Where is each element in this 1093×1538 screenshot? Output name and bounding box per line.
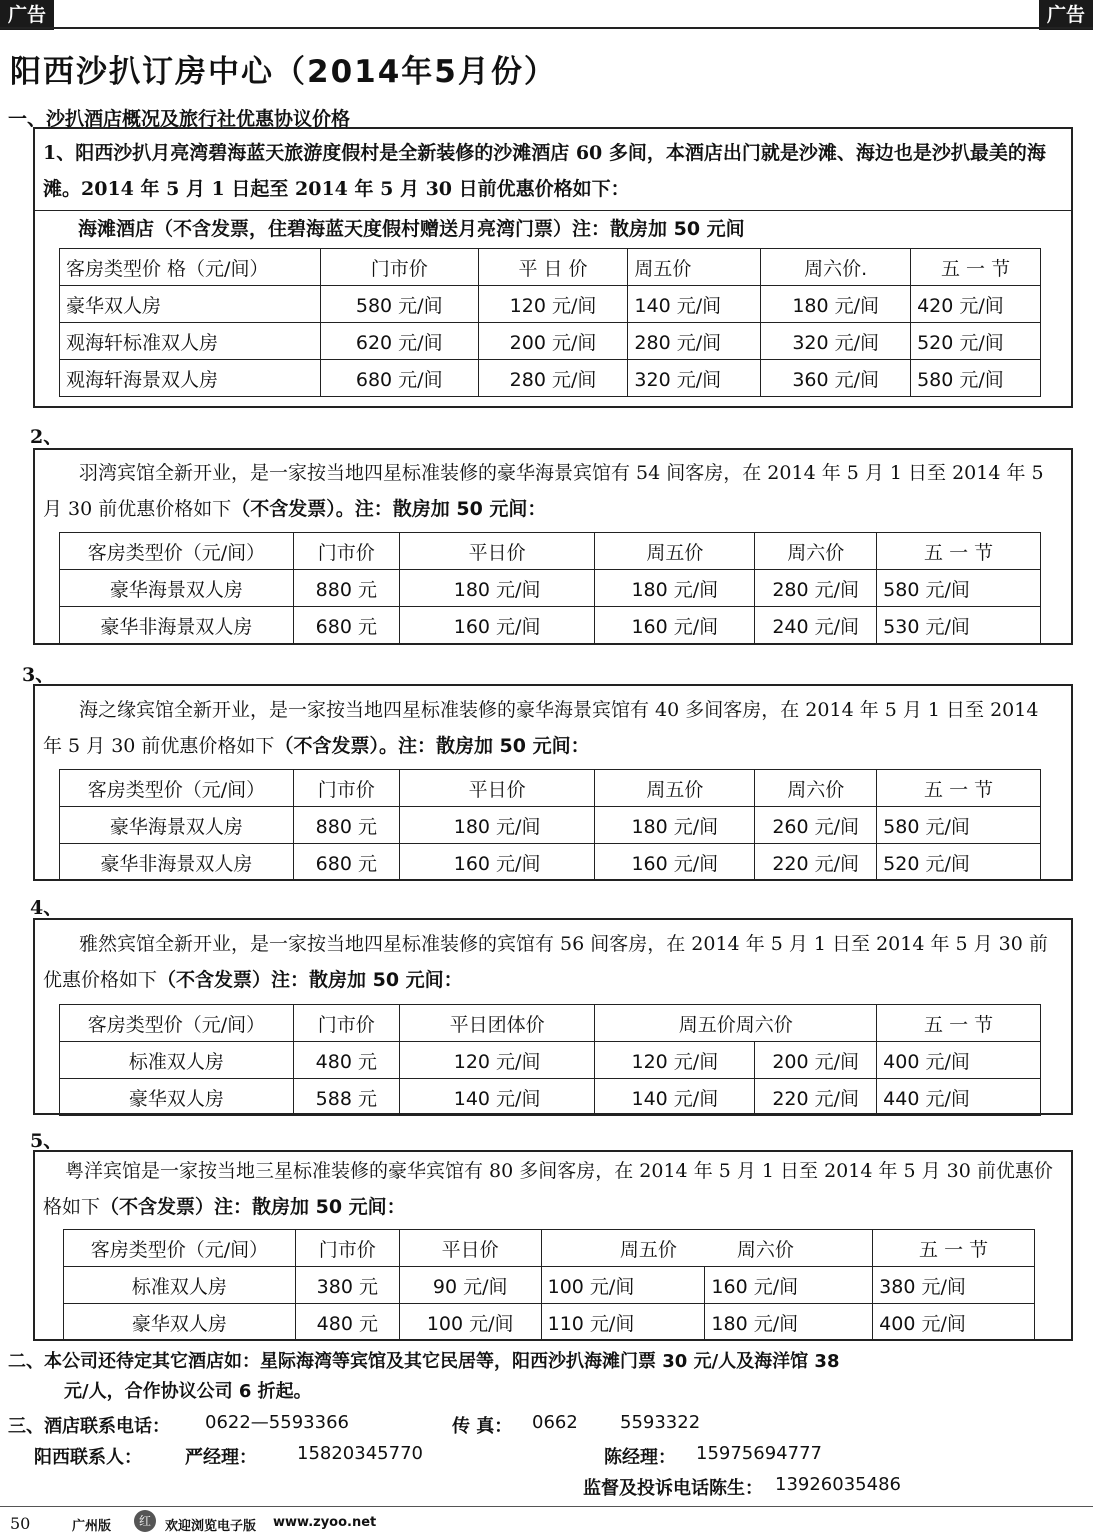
hotel-5-intro-text: 粤洋宾馆是一家按当地三星标准装修的豪华宾馆有 80 多间客房，在 2014 年 5 月 1 日至 2014 年 5 月 30 前优惠价格如下 — [43, 1160, 1053, 1218]
table-cell: 320 元/间 — [761, 323, 911, 360]
table-header-cell: 五 一 节 — [911, 249, 1041, 286]
fax-number: 5593322 — [620, 1412, 701, 1433]
table-cell: 观海轩海景双人房 — [60, 360, 321, 397]
table-row — [60, 607, 1041, 644]
hotel-4-intro — [43, 926, 1063, 998]
table-cell: 400 元/间 — [873, 1304, 1035, 1341]
table-header-cell: 周五价 — [595, 770, 755, 807]
hotel-phone-label: 三、酒店联系电话： — [8, 1416, 170, 1437]
hotel-1-subtitle: 海滩酒店（不含发票，住碧海蓝天度假村赠送月亮湾门票）注：散房加 50 元间 — [78, 218, 745, 240]
table-row — [60, 1042, 1041, 1079]
table-cell: 680 元/间 — [320, 360, 478, 397]
table-cell: 标准双人房 — [64, 1267, 296, 1304]
table-header-cell: 五 一 节 — [877, 770, 1041, 807]
table-cell: 680 元 — [293, 844, 399, 881]
section-2-line-2: 元/人，合作协议公司 6 折起。 — [64, 1381, 312, 1402]
complaint-label: 监督及投诉电话陈生： — [583, 1478, 763, 1499]
table-cell: 180 元/间 — [595, 570, 755, 607]
table-cell: 220 元/间 — [755, 844, 877, 881]
table-header-cell: 客房类型价（元/间） — [60, 1005, 294, 1042]
hotel-2-number: 2、 — [30, 426, 63, 448]
table-header-cell: 周六价. — [761, 249, 911, 286]
table-cell: 豪华双人房 — [60, 1079, 294, 1116]
manager-chen-label: 陈经理： — [604, 1447, 676, 1468]
hotel-3-number: 3、 — [22, 664, 55, 686]
table-cell: 180 元/间 — [399, 570, 595, 607]
table-header-cell: 平日价 — [399, 1230, 541, 1267]
table-header-cell — [541, 1230, 873, 1267]
table-header-cell: 周六价 — [755, 533, 877, 570]
manager-yan-label: 严经理： — [185, 1447, 257, 1468]
table-cell: 160 元/间 — [595, 607, 755, 644]
table-cell: 180 元/间 — [595, 807, 755, 844]
table-cell: 180 元/间 — [761, 286, 911, 323]
table-header-cell: 平 日 价 — [478, 249, 628, 286]
table-cell: 580 元/间 — [877, 807, 1041, 844]
table-cell: 380 元/间 — [873, 1267, 1035, 1304]
page-title: 阳西沙扒订房中心（2014年5月份） — [10, 54, 557, 90]
table-header-cell: 五 一 节 — [877, 533, 1041, 570]
table-header-friday: 周五价 — [619, 1238, 677, 1261]
table-cell: 豪华海景双人房 — [60, 807, 294, 844]
hotel-3-price-table — [59, 769, 1041, 881]
table-header-cell: 门市价 — [293, 1005, 399, 1042]
hotel-5-intro-note: （不含发票）注：散房加 50 元间： — [100, 1196, 406, 1218]
table-cell: 440 元/间 — [877, 1079, 1041, 1116]
website-link[interactable]: www.zyoo.net — [273, 1515, 377, 1530]
table-header-cell: 五 一 节 — [877, 1005, 1041, 1042]
fax-label: 传 真： — [452, 1416, 513, 1437]
table-cell: 200 元/间 — [755, 1042, 877, 1079]
table-cell: 380 元 — [295, 1267, 399, 1304]
table-header-cell: 门市价 — [293, 770, 399, 807]
section-2-line-1: 二、本公司还待定其它酒店如：星际海湾等宾馆及其它民居等，阳西沙扒海滩门票 30 元/人及海洋馆 38 — [8, 1351, 840, 1372]
table-cell: 观海轩标准双人房 — [60, 323, 321, 360]
table-cell: 480 元 — [295, 1304, 399, 1341]
hotel-3-intro — [43, 692, 1063, 764]
table-header-cell: 门市价 — [293, 533, 399, 570]
table-cell: 580 元/间 — [320, 286, 478, 323]
table-header-cell: 周五价 — [628, 249, 761, 286]
divider — [33, 210, 1073, 211]
table-cell: 160 元/间 — [705, 1267, 873, 1304]
table-header-row — [60, 770, 1041, 807]
table-cell: 110 元/间 — [541, 1304, 705, 1341]
table-header-cell: 周五价周六价 — [595, 1005, 877, 1042]
ad-tag-right: 广告 — [1039, 0, 1093, 30]
table-cell: 620 元/间 — [320, 323, 478, 360]
table-header-cell: 周五价 — [595, 533, 755, 570]
hotel-5-price-table — [63, 1229, 1035, 1341]
hotel-4-number: 4、 — [30, 897, 63, 919]
table-cell: 140 元/间 — [595, 1079, 755, 1116]
hotel-4-price-table — [59, 1004, 1041, 1116]
manager-chen-phone: 15975694777 — [696, 1443, 822, 1464]
fax-area-code: 0662 — [532, 1412, 578, 1433]
hotel-5-number: 5、 — [30, 1130, 63, 1152]
table-header-saturday: 周六价 — [736, 1238, 794, 1261]
hotel-2-intro-text: 羽湾宾馆全新开业，是一家按当地四星标准装修的豪华海景宾馆有 54 间客房，在 2014 年 5 月 1 日至 2014 年 5 月 30 前优惠价格如下 — [43, 462, 1044, 520]
hotel-2-intro-note: （不含发票）。注：散房加 50 元间： — [231, 498, 547, 520]
table-cell: 280 元/间 — [628, 323, 761, 360]
table-cell: 豪华海景双人房 — [60, 570, 294, 607]
edition-label: 广州版 — [72, 1519, 112, 1534]
table-cell: 标准双人房 — [60, 1042, 294, 1079]
table-header-row — [60, 533, 1041, 570]
hotel-phone: 0622—5593366 — [205, 1412, 349, 1433]
table-row — [60, 286, 1041, 323]
ad-tag-left: 广告 — [0, 0, 54, 30]
hotel-4-intro-note: （不含发票）注：散房加 50 元间： — [157, 969, 463, 991]
table-header-row — [60, 249, 1041, 286]
table-cell: 120 元/间 — [478, 286, 628, 323]
table-cell: 160 元/间 — [595, 844, 755, 881]
slogan: 欢迎浏览电子版 — [165, 1519, 257, 1534]
table-header-cell: 客房类型价（元/间） — [60, 533, 294, 570]
table-cell: 160 元/间 — [399, 844, 595, 881]
hotel-5-intro — [43, 1153, 1063, 1225]
table-cell: 680 元 — [293, 607, 399, 644]
table-cell: 880 元 — [293, 807, 399, 844]
logo-icon: 红 — [134, 1510, 156, 1532]
table-header-cell: 平日团体价 — [399, 1005, 595, 1042]
table-row — [60, 570, 1041, 607]
table-cell: 160 元/间 — [399, 607, 595, 644]
table-row — [60, 323, 1041, 360]
table-row — [60, 807, 1041, 844]
table-header-row — [64, 1230, 1035, 1267]
table-header-cell: 五 一 节 — [873, 1230, 1035, 1267]
table-row — [60, 1079, 1041, 1116]
table-cell: 588 元 — [293, 1079, 399, 1116]
hotel-3-intro-text: 海之缘宾馆全新开业，是一家按当地四星标准装修的豪华海景宾馆有 40 多间客房，在 2014 年 5 月 1 日至 2014 年 5 月 30 前优惠价格如下 — [43, 699, 1039, 757]
table-cell: 140 元/间 — [399, 1079, 595, 1116]
table-cell: 520 元/间 — [877, 844, 1041, 881]
footer-rule — [0, 1506, 1093, 1507]
table-cell: 280 元/间 — [478, 360, 628, 397]
manager-yan-phone: 15820345770 — [297, 1443, 423, 1464]
table-cell: 480 元 — [293, 1042, 399, 1079]
table-header-cell: 周六价 — [755, 770, 877, 807]
hotel-3-intro-note: （不含发票）。注：散房加 50 元间： — [274, 735, 590, 757]
table-cell: 320 元/间 — [628, 360, 761, 397]
table-cell: 100 元/间 — [399, 1304, 541, 1341]
table-cell: 90 元/间 — [399, 1267, 541, 1304]
table-header-cell: 平日价 — [399, 533, 595, 570]
complaint-phone: 13926035486 — [775, 1474, 901, 1495]
table-cell: 140 元/间 — [628, 286, 761, 323]
hotel-2-price-table — [59, 532, 1041, 644]
section-1-heading: 一、沙扒酒店概况及旅行社优惠协议价格 — [8, 108, 351, 130]
table-header-cell: 客房类型价（元/间） — [60, 770, 294, 807]
table-cell: 200 元/间 — [478, 323, 628, 360]
table-cell: 400 元/间 — [877, 1042, 1041, 1079]
table-cell: 360 元/间 — [761, 360, 911, 397]
table-row — [60, 844, 1041, 881]
table-cell: 180 元/间 — [399, 807, 595, 844]
table-cell: 580 元/间 — [877, 570, 1041, 607]
table-cell: 豪华非海景双人房 — [60, 607, 294, 644]
table-header-cell: 客房类型价 格（元/间） — [60, 249, 321, 286]
table-cell: 120 元/间 — [399, 1042, 595, 1079]
table-cell: 880 元 — [293, 570, 399, 607]
table-cell: 580 元/间 — [911, 360, 1041, 397]
table-cell: 420 元/间 — [911, 286, 1041, 323]
table-cell: 220 元/间 — [755, 1079, 877, 1116]
table-cell: 豪华双人房 — [64, 1304, 296, 1341]
hotel-2-intro — [43, 455, 1063, 527]
table-cell: 240 元/间 — [755, 607, 877, 644]
table-row — [64, 1304, 1035, 1341]
table-cell: 530 元/间 — [877, 607, 1041, 644]
table-cell: 260 元/间 — [755, 807, 877, 844]
table-row — [60, 360, 1041, 397]
table-cell: 520 元/间 — [911, 323, 1041, 360]
table-cell: 180 元/间 — [705, 1304, 873, 1341]
table-cell: 豪华双人房 — [60, 286, 321, 323]
table-cell: 120 元/间 — [595, 1042, 755, 1079]
hotel-4-intro-text: 雅然宾馆全新开业，是一家按当地四星标准装修的宾馆有 56 间客房，在 2014 年 5 月 1 日至 2014 年 5 月 30 前优惠价格如下 — [43, 933, 1048, 991]
table-cell: 豪华非海景双人房 — [60, 844, 294, 881]
page-number: 50 — [10, 1514, 31, 1533]
table-header-row — [60, 1005, 1041, 1042]
table-header-cell: 门市价 — [320, 249, 478, 286]
hotel-1-intro: 1、阳西沙扒月亮湾碧海蓝天旅游度假村是全新装修的沙滩酒店 60 多间，本酒店出门就是沙滩、海边也是沙扒最美的海滩。2014 年 5 月 1 日起至 2014 年 5 月 30 日前优惠价格如下： — [43, 142, 1046, 200]
table-cell: 100 元/间 — [541, 1267, 705, 1304]
table-row — [64, 1267, 1035, 1304]
table-header-cell: 平日价 — [399, 770, 595, 807]
hotel-1-price-table — [59, 248, 1041, 397]
contact-label: 阳西联系人： — [34, 1447, 142, 1468]
table-cell: 280 元/间 — [755, 570, 877, 607]
top-rule — [0, 27, 1093, 29]
table-header-cell: 门市价 — [295, 1230, 399, 1267]
table-header-cell: 客房类型价（元/间） — [64, 1230, 296, 1267]
